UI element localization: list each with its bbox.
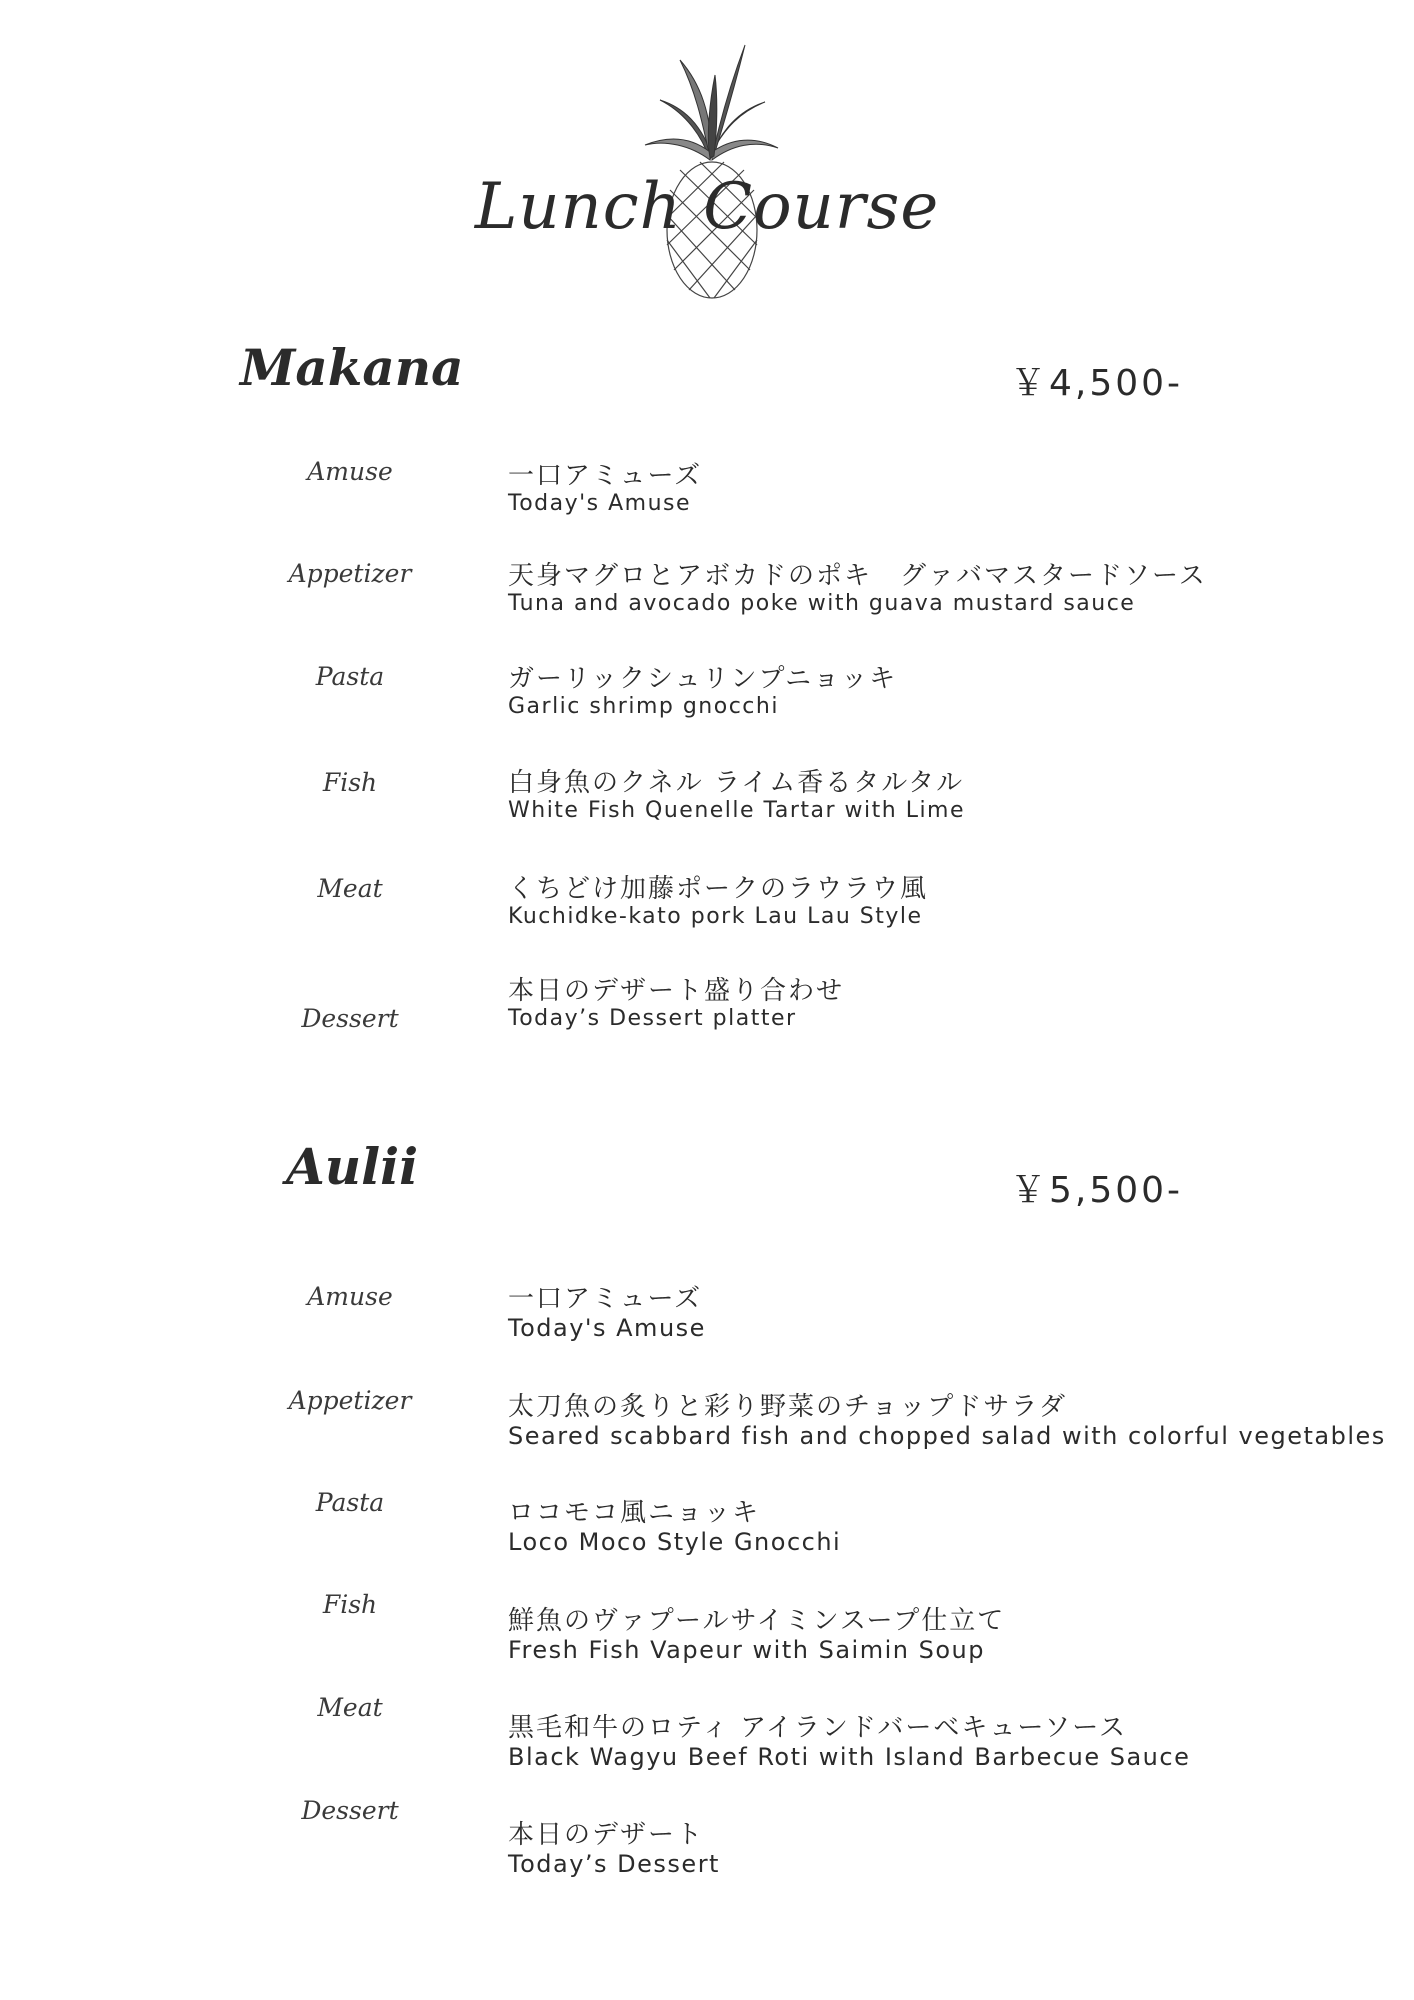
- item-name-jp: ロコモコ風ニョッキ: [508, 1498, 761, 1528]
- course-label: Dessert: [301, 1796, 399, 1825]
- item-name-en: White Fish Quenelle Tartar with Lime: [508, 798, 966, 823]
- course-price-makana: ￥4,500-: [1010, 363, 1184, 404]
- page-title: Lunch Course: [474, 170, 940, 244]
- item-name-jp: 本日のデザート盛り合わせ: [508, 976, 845, 1006]
- course-label: Pasta: [315, 1488, 385, 1517]
- item-name-en: Loco Moco Style Gnocchi: [508, 1528, 842, 1556]
- course-label: Fish: [322, 1590, 378, 1619]
- course-label: Appetizer: [288, 1386, 412, 1415]
- item-name-en: Seared scabbard fish and chopped salad with colorful vegetables: [508, 1422, 1386, 1450]
- course-label: Meat: [317, 874, 383, 903]
- course-label: Appetizer: [288, 559, 412, 588]
- item-name-jp: くちどけ加藤ポークのラウラウ風: [508, 874, 929, 904]
- course-label: Meat: [317, 1693, 383, 1722]
- item-name-jp: ガーリックシュリンプニョッキ: [508, 664, 898, 694]
- course-label: Amuse: [307, 457, 393, 486]
- item-name-en: Black Wagyu Beef Roti with Island Barbecue Sauce: [508, 1743, 1191, 1771]
- item-name-jp: 白身魚のクネル ライム香るタルタル: [508, 768, 965, 798]
- item-name-jp: 鮮魚のヴァプールサイミンスープ仕立て: [508, 1606, 1006, 1636]
- course-name-makana: Makana: [240, 338, 464, 397]
- course-name-aulii: Aulii: [286, 1137, 419, 1196]
- item-name-jp: 本日のデザート: [508, 1820, 705, 1850]
- course-label: Amuse: [307, 1282, 393, 1311]
- item-name-jp: 一口アミューズ: [508, 461, 703, 491]
- item-name-jp: 一口アミューズ: [508, 1284, 703, 1314]
- item-name-en: Kuchidke-kato pork Lau Lau Style: [508, 904, 923, 929]
- item-name-jp: 太刀魚の炙りと彩り野菜のチョップドサラダ: [508, 1392, 1067, 1422]
- item-name-en: Fresh Fish Vapeur with Saimin Soup: [508, 1636, 985, 1664]
- item-name-jp: 天身マグロとアボカドのポキ グァバマスタードソース: [508, 561, 1207, 591]
- item-name-en: Garlic shrimp gnocchi: [508, 694, 779, 719]
- item-name-jp: 黒毛和牛のロティ アイランドバーベキューソース: [508, 1713, 1127, 1743]
- item-name-en: Today’s Dessert platter: [508, 1006, 797, 1031]
- course-label: Fish: [322, 768, 378, 797]
- item-name-en: Today's Amuse: [508, 1314, 706, 1342]
- course-label: Dessert: [301, 1004, 399, 1033]
- item-name-en: Today's Amuse: [508, 491, 692, 516]
- course-label: Pasta: [315, 662, 385, 691]
- item-name-en: Today’s Dessert: [508, 1850, 720, 1878]
- course-price-aulii: ￥5,500-: [1010, 1170, 1184, 1211]
- item-name-en: Tuna and avocado poke with guava mustard sauce: [508, 591, 1136, 616]
